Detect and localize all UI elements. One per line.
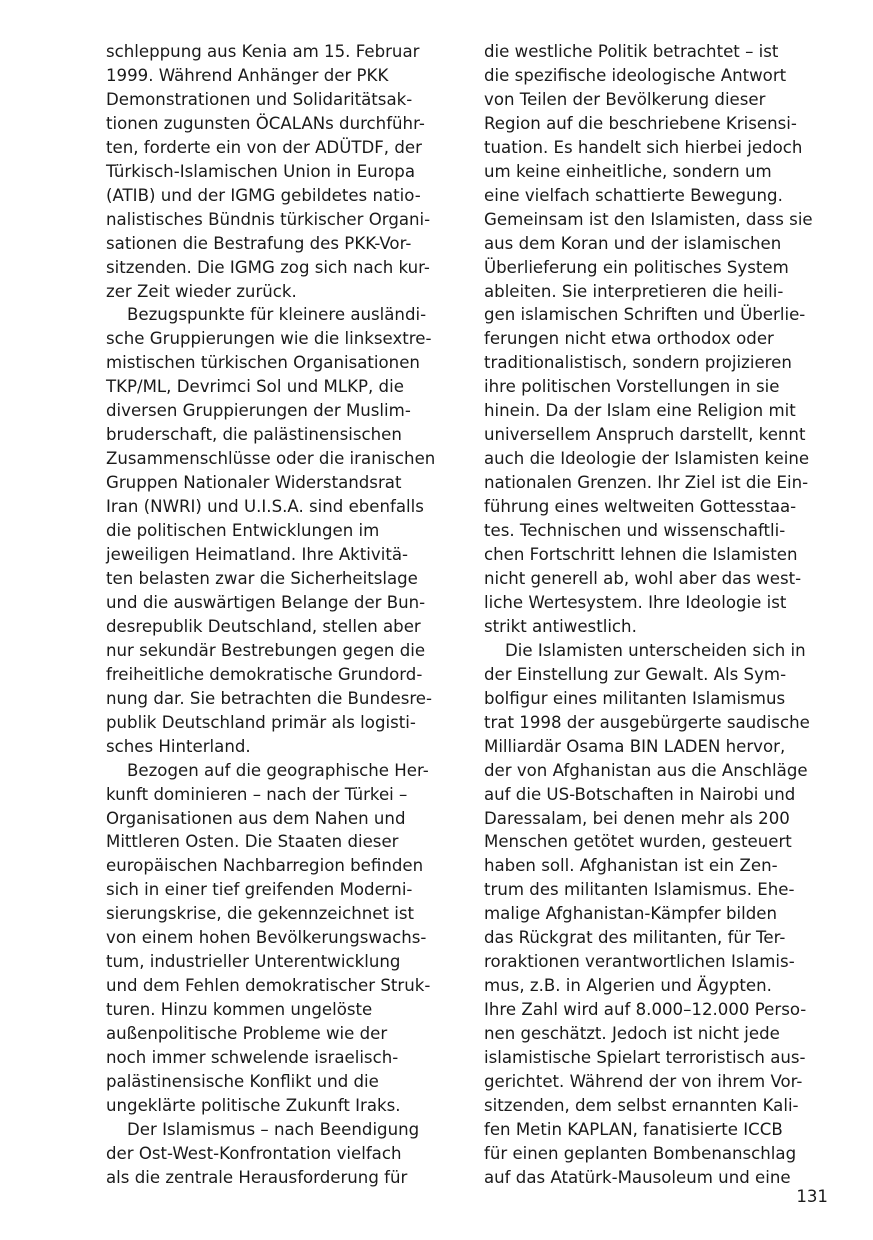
text-line: sitzenden. Die IGMG zog sich nach kur- (106, 257, 430, 277)
text-line: die spezifische ideologische Antwort (484, 65, 787, 85)
text-line: bruderschaft, die palästinensischen (106, 425, 402, 445)
text-line: liche Wertesystem. Ihre Ideologie ist (484, 592, 787, 612)
text-line: universellem Anspruch darstellt, kennt (484, 425, 806, 445)
text-line: Bezugspunkte für kleinere ausländi- (127, 305, 427, 325)
text-line: tes. Technischen und wissenschaftli- (484, 521, 786, 541)
text-line: zer Zeit wieder zurück. (106, 281, 297, 301)
paragraph (484, 40, 834, 639)
text-line: führung eines weltweiten Gottesstaa- (484, 497, 797, 517)
text-line: nur sekundär Bestrebungen gegen die (106, 640, 426, 660)
text-line: die politischen Entwicklungen im (106, 521, 380, 541)
text-line: ihre politischen Vorstellungen in sie (484, 377, 780, 397)
text-line: jeweiligen Heimatland. Ihre Aktivitä- (106, 545, 409, 565)
text-line: Gemeinsam ist den Islamisten, dass sie (484, 209, 813, 229)
text-line: tum, industrieller Unterentwicklung (106, 952, 401, 972)
text-line: von Teilen der Bevölkerung dieser (484, 89, 766, 109)
text-line: nalistisches Bündnis türkischer Organi- (106, 209, 431, 229)
text-line: europäischen Nachbarregion befinden (106, 856, 424, 876)
text-line: der Ost-West-Konfrontation vielfach (106, 1143, 402, 1163)
text-line: Organisationen aus dem Nahen und (106, 808, 406, 828)
text-line: ten, forderte ein von der ADÜTDF, der (106, 137, 422, 157)
text-line: ferungen nicht etwa orthodox oder (484, 329, 774, 349)
text-line: ungeklärte politische Zukunft Iraks. (106, 1095, 401, 1115)
text-line: nicht generell ab, wohl aber das west- (484, 568, 802, 588)
text-column-left (106, 40, 456, 1190)
paragraph (106, 1118, 456, 1190)
text-line: kunft dominieren – nach der Türkei – (106, 784, 408, 804)
text-line: fen Metin KAPLAN, fanatisierte ICCB (484, 1119, 783, 1139)
text-line: strikt antiwestlich. (484, 616, 637, 636)
text-line: bolfigur eines militanten Islamismus (484, 688, 786, 708)
text-line: Zusammenschlüsse oder die iranischen (106, 449, 436, 469)
text-line: von einem hohen Bevölkerungswachs- (106, 928, 427, 948)
text-line: nung dar. Sie betrachten die Bundesre- (106, 688, 433, 708)
text-line: für einen geplanten Bombenanschlag (484, 1143, 797, 1163)
paragraph (106, 759, 456, 1118)
text-column-right (484, 40, 834, 1190)
text-line: der Einstellung zur Gewalt. Als Sym- (484, 664, 787, 684)
text-line: trat 1998 der ausgebürgerte saudische (484, 712, 810, 732)
text-line: Der Islamismus – nach Beendigung (127, 1119, 420, 1139)
page-number: 131 (796, 1187, 828, 1206)
text-line: publik Deutschland primär als logisti- (106, 712, 416, 732)
paragraph (106, 303, 456, 758)
text-line: sche Gruppierungen wie die linksextre- (106, 329, 432, 349)
text-line: das Rückgrat des militanten, für Ter- (484, 928, 786, 948)
text-line: sationen die Bestrafung des PKK-Vor- (106, 233, 412, 253)
paragraph (106, 40, 456, 303)
text-line: turen. Hinzu kommen ungelöste (106, 1000, 373, 1020)
text-line: und dem Fehlen demokratischer Struk- (106, 976, 431, 996)
text-line: sich in einer tief greifenden Moderni- (106, 880, 413, 900)
text-line: aus dem Koran und der islamischen (484, 233, 782, 253)
text-line: tionen zugunsten ÖCALANs durchführ- (106, 113, 425, 133)
text-line: nen geschätzt. Jedoch ist nicht jede (484, 1024, 780, 1044)
text-line: schleppung aus Kenia am 15. Februar (106, 42, 420, 61)
text-line: desrepublik Deutschland, stellen aber (106, 616, 421, 636)
text-line: hinein. Da der Islam eine Religion mit (484, 401, 796, 421)
text-line: ten belasten zwar die Sicherheitslage (106, 568, 418, 588)
text-line: auf das Atatürk-Mausoleum und eine (484, 1167, 791, 1187)
text-line: islamistische Spielart terroristisch aus- (484, 1048, 806, 1068)
text-line: nationalen Grenzen. Ihr Ziel ist die Ein- (484, 473, 809, 493)
text-line: Daressalam, bei denen mehr als 200 (484, 808, 790, 828)
text-line: haben soll. Afghanistan ist ein Zen- (484, 856, 778, 876)
text-line: Die Islamisten unterscheiden sich in (505, 640, 806, 660)
text-line: trum des militanten Islamismus. Ehe- (484, 880, 795, 900)
text-line: um keine einheitliche, sondern um (484, 161, 772, 181)
text-line: Ihre Zahl wird auf 8.000–12.000 Perso- (484, 1000, 807, 1020)
text-line: auf die US-Botschaften in Nairobi und (484, 784, 796, 804)
text-line: auch die Ideologie der Islamisten keine (484, 449, 810, 469)
text-line: und die auswärtigen Belange der Bun- (106, 592, 426, 612)
text-line: Menschen getötet wurden, gesteuert (484, 832, 792, 852)
text-line: eine vielfach schattierte Bewegung. (484, 185, 783, 205)
text-line: Mittleren Osten. Die Staaten dieser (106, 832, 399, 852)
text-line: Iran (NWRI) und U.I.S.A. sind ebenfalls (106, 497, 424, 517)
text-line: Bezogen auf die geographische Her- (127, 760, 429, 780)
text-line: Türkisch-Islamischen Union in Europa (106, 161, 416, 181)
text-line: traditionalistisch, sondern projizieren (484, 353, 792, 373)
text-line: außenpolitische Probleme wie der (106, 1024, 388, 1044)
text-line: diversen Gruppierungen der Muslim- (106, 401, 411, 421)
text-line: die westliche Politik betrachtet – ist (484, 42, 779, 61)
text-line: der von Afghanistan aus die Anschläge (484, 760, 808, 780)
text-line: Demonstrationen und Solidaritätsak- (106, 89, 413, 109)
text-line: mistischen türkischen Organisationen (106, 353, 420, 373)
text-line: roraktionen verantwortlichen Islamis- (484, 952, 795, 972)
text-line: freiheitliche demokratische Grundord- (106, 664, 423, 684)
text-line: 1999. Während Anhänger der PKK (106, 65, 389, 85)
text-line: gerichtet. Während der von ihrem Vor- (484, 1071, 803, 1091)
text-line: sierungskrise, die gekennzeichnet ist (106, 904, 415, 924)
text-line: Region auf die beschriebene Krisensi- (484, 113, 797, 133)
text-line: tuation. Es handelt sich hierbei jedoch (484, 137, 803, 157)
text-line: sches Hinterland. (106, 736, 251, 756)
text-line: gen islamischen Schriften und Überlie- (484, 305, 806, 325)
text-line: Überlieferung ein politisches System (484, 257, 789, 277)
text-line: mus, z.B. in Algerien und Ägypten. (484, 976, 772, 996)
text-line: Milliardär Osama BIN LADEN hervor, (484, 736, 786, 756)
text-line: chen Fortschritt lehnen die Islamisten (484, 545, 798, 565)
text-line: palästinensische Konflikt und die (106, 1071, 379, 1091)
text-line: (ATIB) und der IGMG gebildetes natio- (106, 185, 421, 205)
text-line: TKP/ML, Devrimci Sol und MLKP, die (106, 377, 404, 397)
text-line: malige Afghanistan-Kämpfer bilden (484, 904, 777, 924)
text-line: noch immer schwelende israelisch- (106, 1048, 399, 1068)
paragraph (484, 639, 834, 1190)
text-line: ableiten. Sie interpretieren die heili- (484, 281, 784, 301)
text-line: sitzenden, dem selbst ernannten Kali- (484, 1095, 799, 1115)
text-line: Gruppen Nationaler Widerstandsrat (106, 473, 402, 493)
text-line: als die zentrale Herausforderung für (106, 1167, 408, 1187)
